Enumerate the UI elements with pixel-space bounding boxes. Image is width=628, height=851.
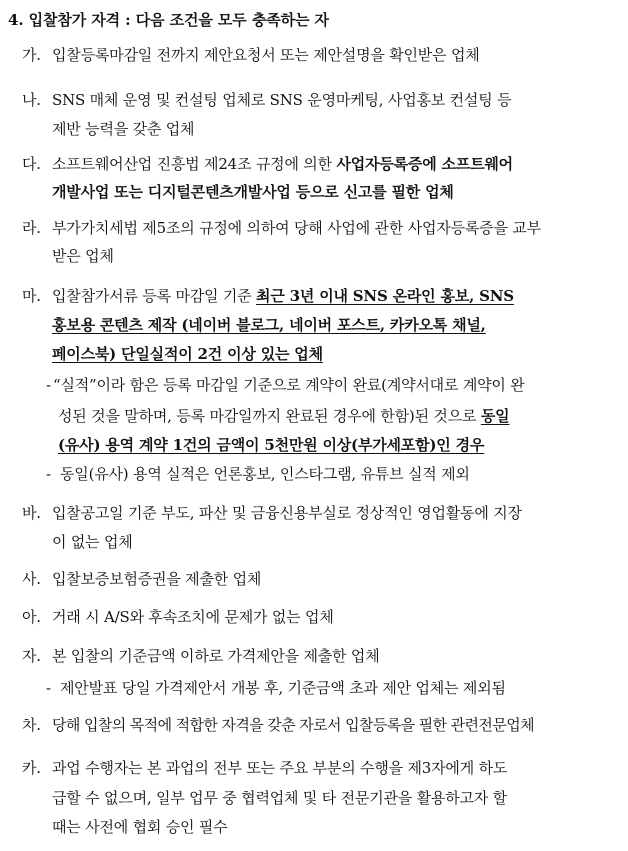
item-text: 동일(유사) 용역 실적은 언론홍보, 인스타그램, 유튜브 실적 제외	[60, 465, 470, 483]
item-text-bold: 개발사업 또는 디지털콘텐츠개발사업 등으로 신고를 필한 업체	[52, 183, 454, 201]
list-item-continuation	[0, 243, 628, 269]
sub-item-dash: -	[46, 465, 51, 483]
list-item-continuation	[0, 785, 628, 811]
sub-item-continuation	[0, 432, 628, 458]
item-text: 때는 사전에 협회 승인 필수	[52, 818, 228, 836]
item-marker: 아.	[22, 608, 41, 626]
item-text-emphasis: 페이스북) 단일실적이 2건 이상 있는 업체	[52, 345, 323, 363]
item-text: 부가가치세법 제5조의 규정에 의하여 당해 사업에 관한 사업자등록증을 교부	[52, 219, 541, 237]
item-marker: 자.	[22, 647, 41, 665]
list-item	[0, 755, 628, 781]
list-item-continuation	[0, 312, 628, 338]
item-marker: 마.	[22, 287, 41, 305]
item-marker: 가.	[22, 46, 41, 64]
item-marker: 나.	[22, 91, 41, 109]
item-marker: 차.	[22, 716, 41, 734]
item-text-emphasis: (유사) 용역 계약 1건의 금액이 5천만원 이상(부가세포함)인 경우	[58, 436, 485, 454]
list-item	[0, 604, 628, 630]
item-text: 입찰참가서류 등록 마감일 기준	[52, 287, 257, 305]
list-item-continuation	[0, 116, 628, 142]
list-item	[0, 215, 628, 241]
item-text: SNS 매체 운영 및 컨설팅 업체로 SNS 운영마케팅, 사업홍보 컨설팅 등	[52, 91, 512, 109]
item-text: 입찰등록마감일 전까지 제안요청서 또는 제안설명을 확인받은 업체	[52, 46, 480, 64]
sub-item-continuation	[0, 403, 628, 429]
list-item-continuation	[0, 179, 628, 205]
item-marker: 카.	[22, 759, 41, 777]
item-marker: 바.	[22, 504, 41, 522]
list-item	[0, 566, 628, 592]
item-text-bold: 사업자등록증에 소프트웨어	[336, 155, 513, 173]
list-item	[0, 283, 628, 309]
item-marker: 다.	[22, 155, 41, 173]
list-item	[0, 42, 628, 68]
list-item	[0, 712, 628, 738]
section-heading-text: 4. 입찰참가 자격 : 다음 조건을 모두 충족하는 자	[8, 11, 329, 29]
item-text: “실적”이라 함은 등록 마감일 기준으로 계약이 완료(계약서대로 계약이 완	[53, 376, 525, 394]
sub-item	[0, 461, 628, 487]
item-text: 본 입찰의 기준금액 이하로 가격제안을 제출한 업체	[52, 647, 380, 665]
item-text: 성된 것을 말하며, 등록 마감일까지 완료된 경우에 한함)된 것으로	[58, 407, 481, 425]
item-text-emphasis: 동일	[480, 407, 510, 425]
sub-item	[0, 372, 628, 398]
item-text: 받은 업체	[52, 247, 114, 265]
list-item-continuation	[0, 341, 628, 367]
item-text: 제반 능력을 갖춘 업체	[52, 120, 195, 138]
list-item-continuation	[0, 814, 628, 840]
list-item	[0, 87, 628, 113]
item-text: 소프트웨어산업 진흥법 제24조 규정에 의한	[52, 155, 337, 173]
item-text: 제안발표 당일 가격제안서 개봉 후, 기준금액 초과 제안 업체는 제외됨	[60, 679, 506, 697]
item-marker: 라.	[22, 219, 41, 237]
item-text: 이 없는 업체	[52, 533, 133, 551]
sub-item-dash: -	[46, 679, 51, 697]
item-text-emphasis: 최근 3년 이내 SNS 온라인 홍보, SNS	[256, 287, 514, 305]
item-marker: 사.	[22, 570, 41, 588]
item-text: 입찰보증보험증권을 제출한 업체	[52, 570, 262, 588]
list-item	[0, 151, 628, 177]
item-text: 당해 입찰의 목적에 적합한 자격을 갖춘 자로서 입찰등록을 필한 관련전문업체	[52, 716, 534, 734]
list-item	[0, 643, 628, 669]
item-text: 거래 시 A/S와 후속조치에 문제가 없는 업체	[52, 608, 334, 626]
sub-item-dash: -	[46, 376, 51, 394]
sub-item	[0, 675, 628, 701]
list-item-continuation	[0, 529, 628, 555]
list-item	[0, 500, 628, 526]
item-text-emphasis: 홍보용 콘텐츠 제작 (네이버 블로그, 네이버 포스트, 카카오톡 채널,	[52, 316, 486, 334]
item-text: 급할 수 없으며, 일부 업무 중 협력업체 및 타 전문기관을 활용하고자 할	[52, 789, 507, 807]
section-heading	[0, 7, 628, 33]
item-text: 과업 수행자는 본 과업의 전부 또는 주요 부분의 수행을 제3자에게 하도	[52, 759, 508, 777]
item-text: 입찰공고일 기준 부도, 파산 및 금융신용부실로 정상적인 영업활동에 지장	[52, 504, 522, 522]
